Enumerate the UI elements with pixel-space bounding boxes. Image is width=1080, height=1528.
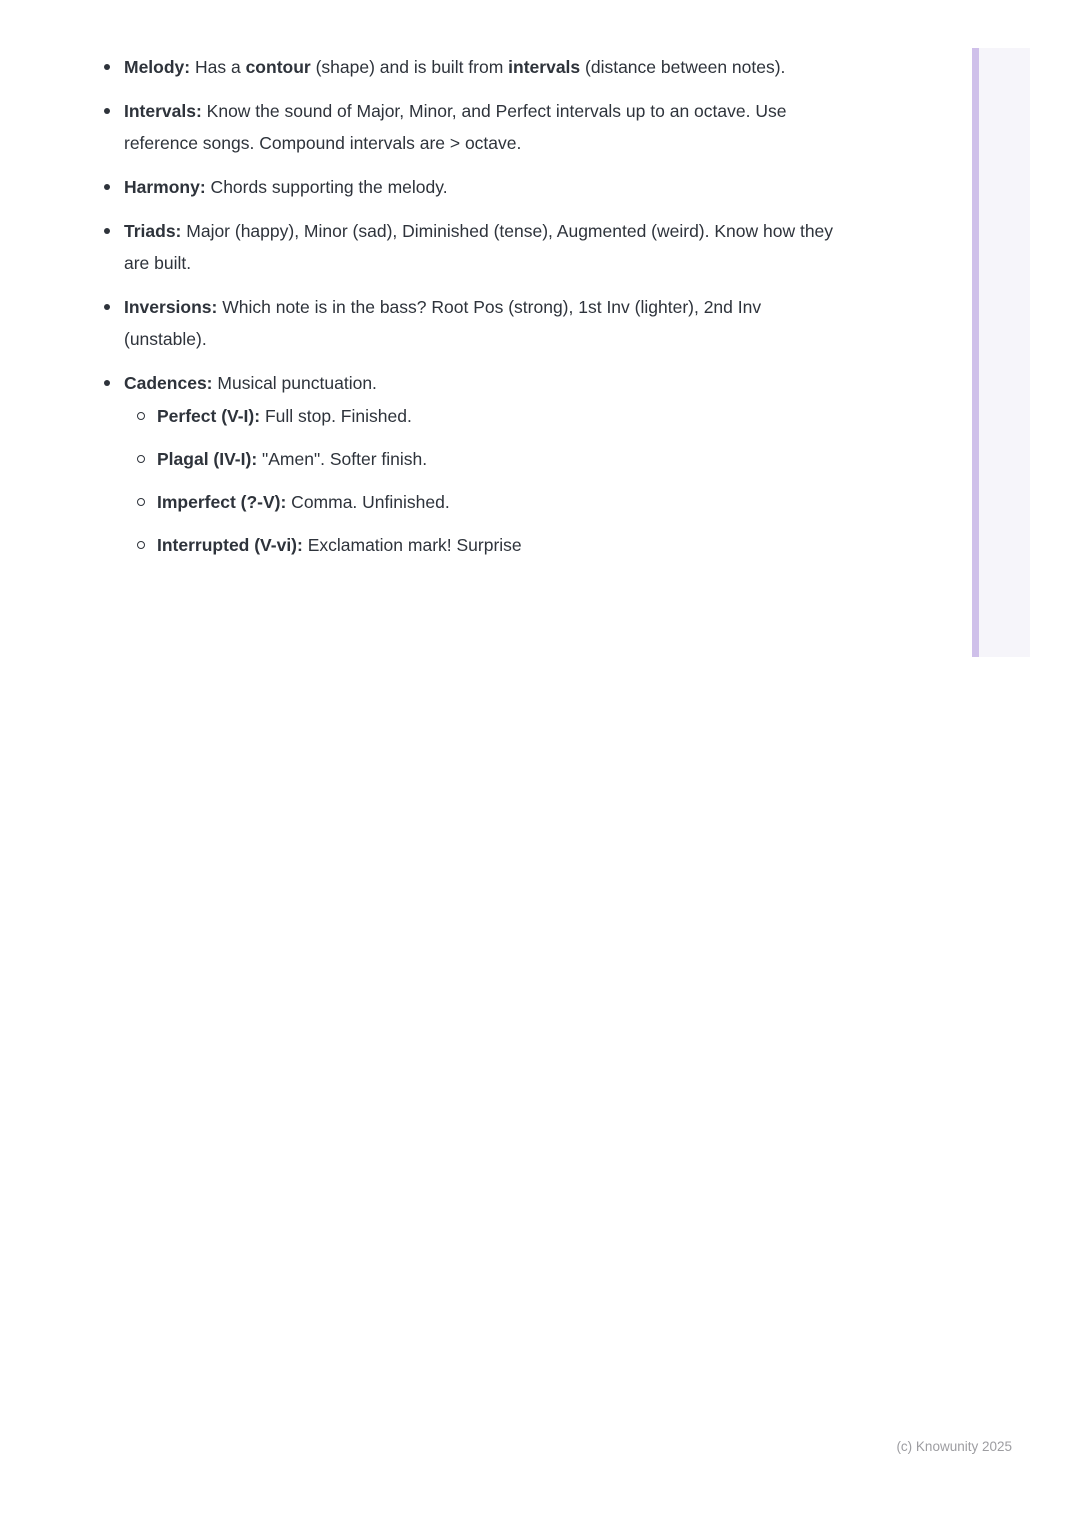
term-label: Plagal (IV-I): xyxy=(157,449,258,469)
term-text: (distance between notes). xyxy=(580,57,786,77)
term-label: Triads: xyxy=(124,221,182,241)
notes-list xyxy=(124,51,846,561)
term-label: Imperfect (?-V): xyxy=(157,492,287,512)
term-label: Melody: xyxy=(124,57,191,77)
term-label: Inversions: xyxy=(124,297,218,317)
list-item xyxy=(157,529,846,561)
term-text: "Amen". Softer finish. xyxy=(257,449,428,469)
term-text: (shape) and is built from xyxy=(310,57,509,77)
term-text: Know the sound of Major, Minor, and Perfect intervals up to an octave. Use reference songs. Compound intervals are > octave. xyxy=(124,101,787,153)
term-text: Full stop. Finished. xyxy=(260,406,412,426)
term-label: Perfect (V-I): xyxy=(157,406,261,426)
term-text: Major (happy), Minor (sad), Diminished (tense), Augmented (weird). Know how they are built. xyxy=(124,221,834,273)
list-item xyxy=(124,171,846,203)
term-text: Exclamation mark! Surprise xyxy=(302,535,522,555)
term-label: Intervals: xyxy=(124,101,202,121)
term-text: Musical punctuation. xyxy=(212,373,377,393)
term-label: Cadences: xyxy=(124,373,213,393)
term-label: Interrupted (V-vi): xyxy=(157,535,303,555)
list-item xyxy=(157,443,846,475)
list-item xyxy=(124,215,846,279)
term-label: intervals xyxy=(508,57,581,77)
sub-list xyxy=(124,400,846,561)
term-text: Comma. Unfinished. xyxy=(286,492,450,512)
term-label: contour xyxy=(245,57,311,77)
term-text: Chords supporting the melody. xyxy=(205,177,448,197)
page-edge-line xyxy=(972,48,979,657)
term-label: Harmony: xyxy=(124,177,206,197)
term-text: Which note is in the bass? Root Pos (strong), 1st Inv (lighter), 2nd Inv (unstable). xyxy=(124,297,762,349)
term-text: Has a xyxy=(190,57,246,77)
list-item xyxy=(157,486,846,518)
list-item xyxy=(157,400,846,432)
list-item xyxy=(124,51,846,83)
list-item xyxy=(124,291,846,355)
document-content xyxy=(124,51,846,573)
list-item xyxy=(124,95,846,159)
right-side-panel xyxy=(979,48,1030,657)
copyright-footer: (c) Knowunity 2025 xyxy=(896,1439,1012,1454)
list-item xyxy=(124,367,846,561)
